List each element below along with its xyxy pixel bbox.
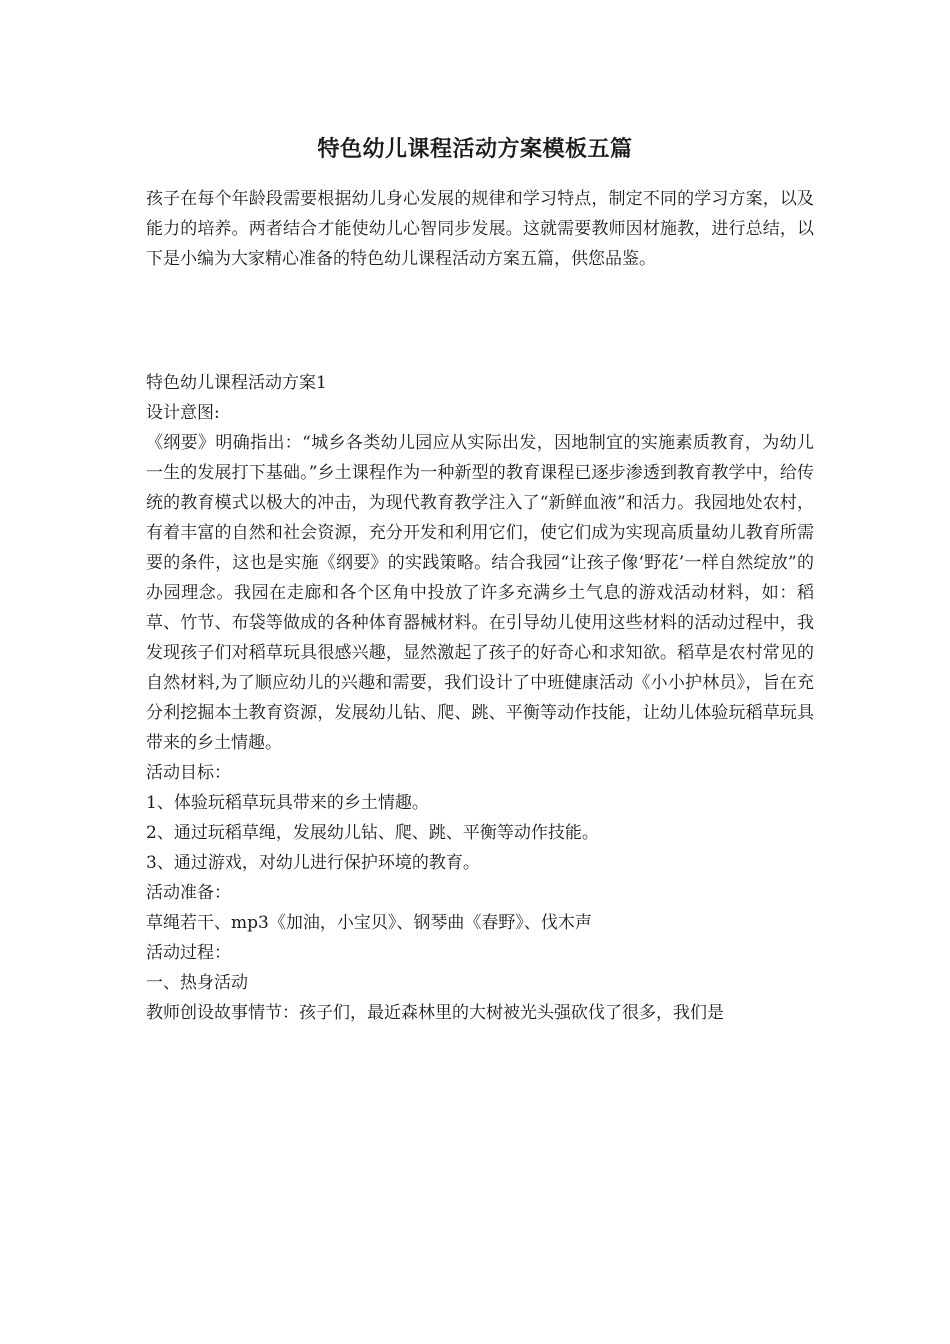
goals-heading: 活动目标： bbox=[146, 763, 231, 783]
goal-item-2: 2、通过玩稻草绳，发展幼儿钻、爬、跳、平衡等动作技能。 bbox=[146, 823, 599, 843]
prep-text: 草绳若干、mp3《加油，小宝贝》、钢琴曲《春野》、伐木声 bbox=[146, 913, 592, 933]
plan-1-section bbox=[146, 368, 814, 1028]
goal-item-3: 3、通过游戏，对幼儿进行保护环境的教育。 bbox=[146, 853, 480, 873]
section-title: 特色幼儿课程活动方案1 bbox=[146, 373, 327, 393]
process-heading: 活动过程： bbox=[146, 943, 231, 963]
warmup-heading: 一、热身活动 bbox=[146, 973, 248, 993]
intro-paragraph: 孩子在每个年龄段需要根据幼儿身心发展的规律和学习特点，制定不同的学习方案，以及能力的培养。两者结合才能使幼儿心智同步发展。这就需要教师因材施教，进行总结，以下是小编为大家精心准备的特色幼儿课程活动方案五篇，供您品鉴。 bbox=[146, 189, 814, 269]
design-heading: 设计意图: bbox=[146, 403, 220, 423]
intro-section bbox=[146, 184, 814, 274]
goal-item-1: 1、体验玩稻草玩具带来的乡土情趣。 bbox=[146, 793, 429, 813]
prep-heading: 活动准备： bbox=[146, 883, 231, 903]
warmup-text: 教师创设故事情节：孩子们，最近森林里的大树被光头强砍伐了很多，我们是 bbox=[146, 1003, 724, 1023]
design-paragraph: 《纲要》明确指出：“城乡各类幼儿园应从实际出发，因地制宜的实施素质教育，为幼儿一生的发展打下基础。”乡土课程作为一种新型的教育课程已逐步渗透到教育教学中，给传统的教育模式以极大的冲击，为现代教育教学注入了“新鲜血液”和活力。我园地处农村，有着丰富的自然和社会资源，充分开发和利用它们，使它们成为实现高质量幼儿教育所需要的条件，这也是实施《纲要》的实践策略。结合我园“让孩子像‘野花’一样自然绽放”的办园理念。我园在走廊和各个区角中投放了许多充满乡土气息的游戏活动材料，如：稻草、竹节、布袋等做成的各种体育器械材料。在引导幼儿使用这些材料的活动过程中，我发现孩子们对稻草玩具很感兴趣，显然激起了孩子的好奇心和求知欲。稻草是农村常见的自然材料,为了顺应幼儿的兴趣和需要，我们设计了中班健康活动《小小护林员》，旨在充分利挖掘本土教育资源，发展幼儿钻、爬、跳、平衡等动作技能，让幼儿体验玩稻草玩具带来的乡土情趣。 bbox=[146, 433, 814, 753]
document-title: 特色幼儿课程活动方案模板五篇 bbox=[317, 136, 633, 162]
